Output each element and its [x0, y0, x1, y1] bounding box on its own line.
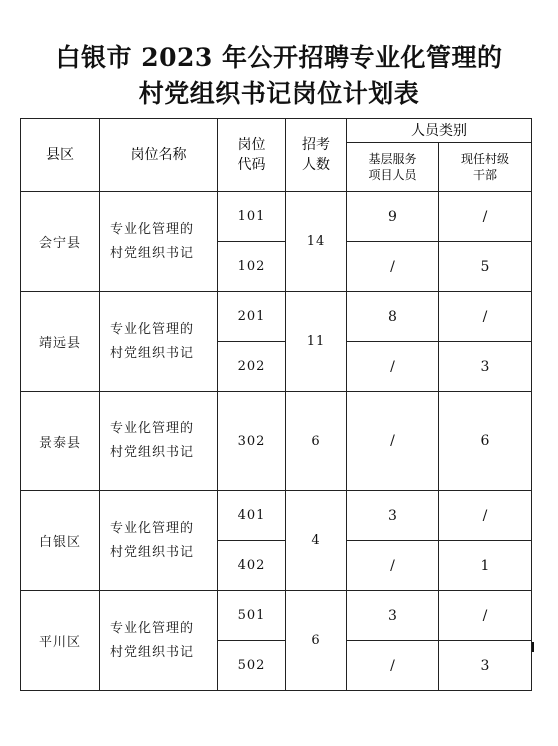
grassroots-cell: /	[347, 641, 439, 691]
village-cell: /	[439, 491, 532, 541]
grassroots-cell: /	[347, 242, 439, 292]
position-name-line1: 专业化管理的	[110, 221, 195, 237]
position-name-line1: 专业化管理的	[110, 620, 195, 636]
position-name-line2: 村党组织书记	[110, 644, 195, 660]
position-code-cell: 302	[218, 392, 286, 491]
grassroots-cell: /	[347, 342, 439, 392]
header-code-line1: 岗位	[237, 137, 266, 153]
county-cell: 会宁县	[21, 192, 100, 292]
village-cell: 5	[439, 242, 532, 292]
grassroots-cell: 3	[347, 491, 439, 541]
header-village-line1: 现任村级	[460, 152, 509, 166]
position-name-cell	[100, 192, 218, 292]
header-count-line1: 招考	[302, 137, 330, 153]
position-name-line1: 专业化管理的	[110, 421, 195, 436]
recruit-count-cell: 11	[286, 292, 347, 392]
table-row	[21, 591, 532, 641]
county-cell: 白银区	[21, 491, 100, 591]
document-title-line2: 村党组织书记岗位计划表	[138, 79, 420, 108]
position-code-cell: 402	[218, 541, 286, 591]
village-cell: /	[439, 591, 532, 641]
county-cell: 靖远县	[21, 292, 100, 392]
header-recruit-count	[286, 119, 347, 192]
position-name-cell	[100, 591, 218, 691]
header-grassroots-line2: 项目人员	[368, 168, 417, 182]
header-count-line2: 人数	[302, 157, 330, 173]
header-personnel-category: 人员类别	[347, 119, 532, 143]
village-cell: /	[439, 192, 532, 242]
position-name-line2: 村党组织书记	[110, 445, 195, 460]
header-position-name: 岗位名称	[100, 119, 218, 192]
grassroots-cell: 9	[347, 192, 439, 242]
header-village-cadres	[439, 143, 532, 192]
recruit-count-cell: 6	[286, 591, 347, 691]
edge-mark	[532, 642, 534, 652]
position-code-cell: 202	[218, 342, 286, 392]
document-title-line1: 白银市 2023 年公开招聘专业化管理的	[55, 43, 503, 72]
recruit-count-cell: 4	[286, 491, 347, 591]
header-village-line2: 干部	[472, 168, 497, 182]
position-name-line1: 专业化管理的	[110, 321, 195, 337]
position-name-cell	[100, 491, 218, 591]
village-cell: 3	[439, 342, 532, 392]
position-code-cell: 501	[218, 591, 286, 641]
grassroots-cell: /	[347, 392, 439, 491]
position-name-line2: 村党组织书记	[110, 345, 195, 361]
recruit-count-cell: 14	[286, 192, 347, 292]
table-row	[21, 192, 532, 242]
position-name-cell	[100, 292, 218, 392]
county-cell: 景泰县	[21, 392, 100, 491]
position-code-cell: 502	[218, 641, 286, 691]
table-row	[21, 491, 532, 541]
village-cell: 1	[439, 541, 532, 591]
header-grassroots-line1: 基层服务	[368, 152, 417, 166]
table-row	[21, 292, 532, 342]
position-code-cell: 201	[218, 292, 286, 342]
grassroots-cell: /	[347, 541, 439, 591]
county-cell: 平川区	[21, 591, 100, 691]
header-grassroots-personnel	[347, 143, 439, 192]
position-code-cell: 401	[218, 491, 286, 541]
header-county: 县区	[21, 119, 100, 192]
grassroots-cell: 8	[347, 292, 439, 342]
recruitment-plan-table	[20, 118, 532, 691]
position-code-cell: 102	[218, 242, 286, 292]
position-name-line2: 村党组织书记	[110, 544, 195, 560]
position-name-line2: 村党组织书记	[110, 245, 195, 261]
position-code-cell: 101	[218, 192, 286, 242]
village-cell: 3	[439, 641, 532, 691]
village-cell: 6	[439, 392, 532, 491]
position-name-cell	[100, 392, 218, 491]
position-name-line1: 专业化管理的	[110, 520, 195, 536]
village-cell: /	[439, 292, 532, 342]
header-code-line2: 代码	[237, 157, 266, 173]
grassroots-cell: 3	[347, 591, 439, 641]
recruit-count-cell: 6	[286, 392, 347, 491]
table-row	[21, 392, 532, 491]
header-position-code	[218, 119, 286, 192]
